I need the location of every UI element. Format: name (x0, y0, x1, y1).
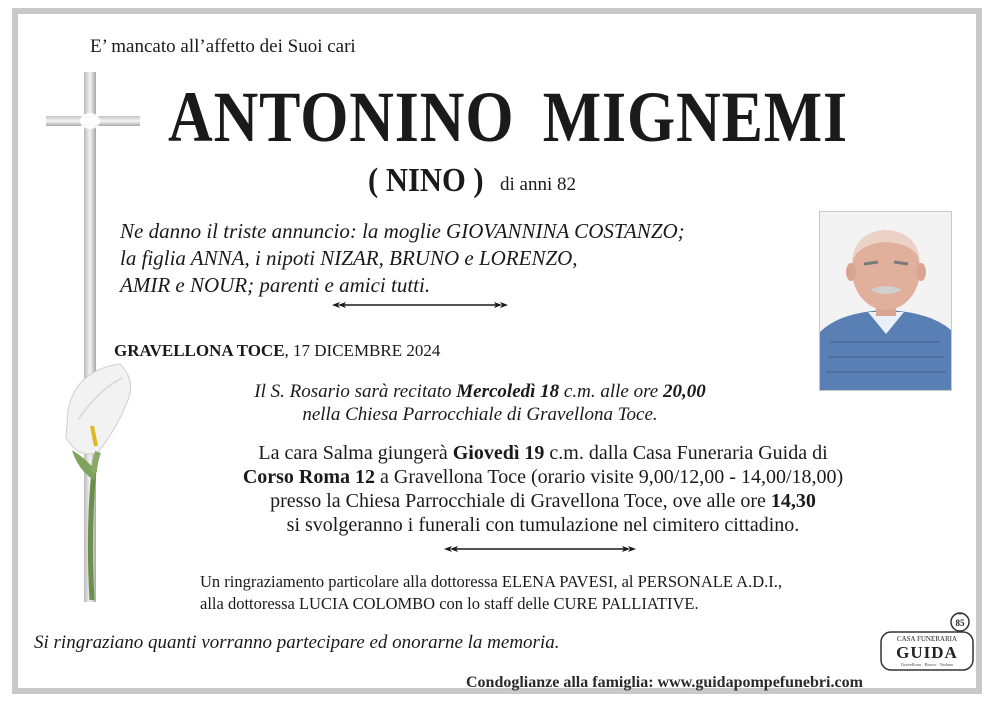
rosary-text: Il S. Rosario sarà recitato Mercoledì 18 c.m. alle ore 20,00 nella Chiesa Parrocchiale di Gravellona Toce. (254, 381, 706, 425)
place-date: GRAVELLONA TOCE, 17 DICEMBRE 2024 (114, 341, 441, 360)
intro-text: E’ mancato all’affetto dei Suoi cari (90, 36, 356, 57)
deceased-nickname: ( NINO ) (368, 162, 484, 199)
logo-brand: GUIDA (896, 643, 958, 662)
funeral-home-logo (877, 612, 977, 674)
condolences-link[interactable]: Condoglianze alla famiglia: www.guidapompefunebri.com (466, 674, 863, 691)
closing-text: Si ringraziano quanti vorranno partecipare ed onorarne la memoria. (34, 632, 560, 653)
divider-ornament (442, 544, 638, 554)
deceased-name: ANTONINO MIGNEMI (168, 77, 849, 157)
logo-top-text: CASA FUNERARIA (896, 635, 958, 643)
divider-ornament (330, 300, 510, 310)
announcement (120, 218, 800, 299)
acknowledgements: Un ringraziamento particolare alla dottoressa ELENA PAVESI, al PERSONALE A.D.I., alla dottoressa LUCIA COLOMBO con lo staff delle CURE PALLIATIVE. (200, 572, 782, 613)
announcement-line: Ne danno il triste annuncio: la moglie GIOVANNINA COSTANZO; (120, 219, 685, 243)
deceased-photo (819, 211, 952, 391)
announcement-line: AMIR e NOUR; parenti e amici tutti. (120, 273, 431, 297)
logo-badge: 85 (955, 618, 965, 628)
funeral-text: La cara Salma giungerà Giovedì 19 c.m. dalla Casa Funeraria Guida di Corso Roma 12 a Gravellona Toce (orario visite 9,00/12,00 - 14,00/18,00) presso la Chiesa Parrocchiale di Gravellona Toce, ove alle ore 14,30 si svolgeranno i funerali con tumulazione nel cimitero cittadino. (242, 442, 844, 536)
logo-sub-text: Gravellona · Bosco · Vedano (900, 662, 954, 667)
announcement-line: la figlia ANNA, i nipoti NIZAR, BRUNO e LORENZO, (120, 246, 578, 270)
deceased-age: di anni 82 (500, 174, 576, 195)
